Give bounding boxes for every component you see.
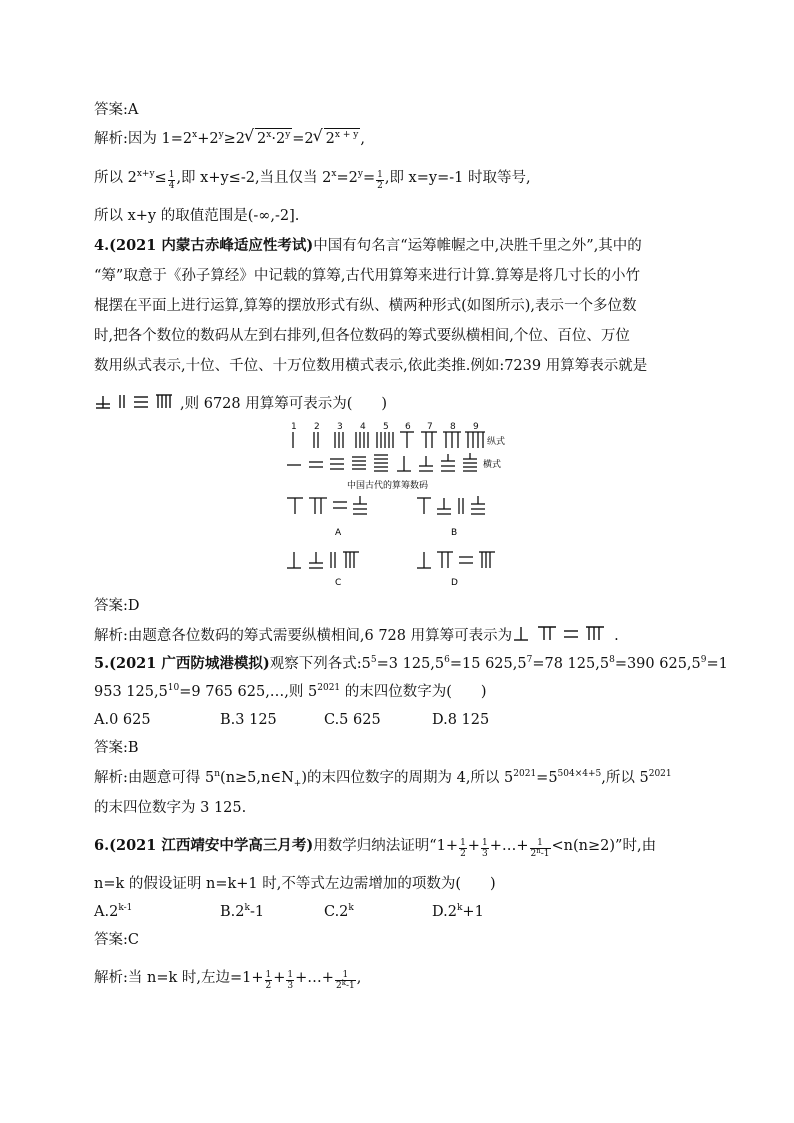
q5-stem-line2: 953 $125,5^{10}=9$ 765 625,…,则 $5^{2021}$ 的末四位数字为( )	[94, 683, 487, 700]
option-a-label: A	[335, 528, 342, 538]
q5-stem-line1: 5.(2021 广西防城港模拟)观察下列各式$:5^5=3$ $125,5^6=15$ $625,5^7=78$ $125,5^8=390$ $625,5^9=1$	[94, 655, 728, 672]
q6-options	[94, 902, 484, 922]
q5-option-c[interactable]: C.5 625	[324, 712, 381, 728]
label-horizontal: 横式	[483, 460, 502, 470]
label-vertical: 纵式	[487, 437, 506, 447]
q4-stem-line2: “筹”取意于《孙子算经》中记载的算筹,古代用算筹来进行计算.算筹是将几寸长的小竹	[94, 268, 641, 284]
q4-stem-line3: 棍摆在平面上进行运算,算筹的摆放形式有纵、横两种形式(如图所示),表示一个多位数	[94, 298, 637, 314]
q5-answer: 答案:B	[94, 740, 139, 756]
digit-label-1: 1	[291, 422, 297, 432]
option-d-label: D	[451, 578, 458, 588]
q3-answer: 答案:A	[94, 102, 139, 118]
digit-label-5: 5	[383, 422, 389, 432]
q3-analysis-line1: 解析:因为 $1=2^x+2^y\ge 2√$ $2^x\cdot 2^y =2√$ $2^{x + y}$ ,	[94, 128, 365, 149]
q6-answer: 答案:C	[94, 932, 139, 948]
digit-label-6: 6	[405, 422, 411, 432]
q6-stem-line1: 6.(2021 江西靖安中学高三月考)用数学归纳法证明“1+ $\frac{1}{2}$ + $\frac{1}{3}$ +…+ $\frac{1}{2^n-1}$ <n(n≥2)”时,由	[94, 837, 657, 859]
q4-stem-line1: 4.(2021 内蒙古赤峰适应性考试)中国有句名言“运筹帷幄之中,决胜千里之外”,其中的	[94, 237, 642, 254]
q3-analysis-line3: 所以 x+y 的取值范围是(-∞,-2].	[94, 208, 300, 224]
digit-label-4: 4	[360, 422, 366, 432]
digit-label-8: 8	[450, 422, 456, 432]
q5-option-a[interactable]: A.0 625	[94, 712, 151, 728]
digit-label-3: 3	[337, 422, 343, 432]
digit-label-9: 9	[473, 422, 479, 432]
q5-option-b[interactable]: B.3 125	[220, 712, 277, 728]
rod-example-7239	[94, 392, 174, 410]
q3-analysis-line2: 所以 $2^{x+y}\le$ $\frac{1}{4}$ ,即 x+y≤-2,当且仅当 $2^x=2^y=$ $\frac{1}{2}$ ,即 x=y=-1 时取等号,	[94, 169, 531, 191]
rod-numerals-figure	[285, 420, 525, 590]
q5-options	[94, 710, 489, 730]
rod-answer-6728	[512, 624, 608, 642]
option-c-label: C	[335, 578, 342, 588]
q5-option-d[interactable]: D.8 125	[432, 712, 490, 728]
q6-option-c[interactable]: C.2$^k$	[324, 903, 354, 920]
q5-analysis-line2: 的末四位数字为 3 125.	[94, 800, 247, 816]
digit-label-7: 7	[427, 422, 433, 432]
q4-stem-line6: ,则 6728 用算筹可表示为( )	[94, 392, 387, 414]
digit-label-2: 2	[314, 422, 320, 432]
q4-stem-line4: 时,把各个数位的数码从左到右排列,但各位数码的筹式要纵横相间,个位、百位、万位	[94, 328, 630, 344]
q4-stem-line5: 数用纵式表示,十位、千位、十万位数用横式表示,依此类推.例如:7239 用算筹表示就是	[94, 358, 648, 374]
q6-stem-line2: n=k 的假设证明 n=k+1 时,不等式左边需增加的项数为( )	[94, 876, 496, 892]
q6-option-a[interactable]: A.2$^{k-1}$	[94, 903, 133, 920]
q4-answer: 答案:D	[94, 598, 140, 614]
option-b-label: B	[451, 528, 458, 538]
figure-caption: 中国古代的算筹数码	[347, 481, 429, 491]
q6-option-b[interactable]: B.2$^k$-1	[220, 903, 265, 920]
q4-analysis: 解析:由题意各位数码的筹式需要纵横相间,6 728 用算筹可表示为 .	[94, 624, 619, 646]
q6-analysis: 解析:当 n=k 时,左边=1+ $\frac{1}{2}$ + $\frac{1}{3}$ +…+ $\frac{1}{2^k-1}$ ,	[94, 970, 362, 991]
q5-analysis-line1: 解析:由题意可得 $5^n(n\ge 5,n\in N_+)$的末四位数字的周期为 4,所以 $5^{2021}=5^{504\times 4+5}$,所以 $5^{2021}$	[94, 769, 672, 789]
q6-option-d[interactable]: $D.2^k+1$	[432, 903, 484, 920]
